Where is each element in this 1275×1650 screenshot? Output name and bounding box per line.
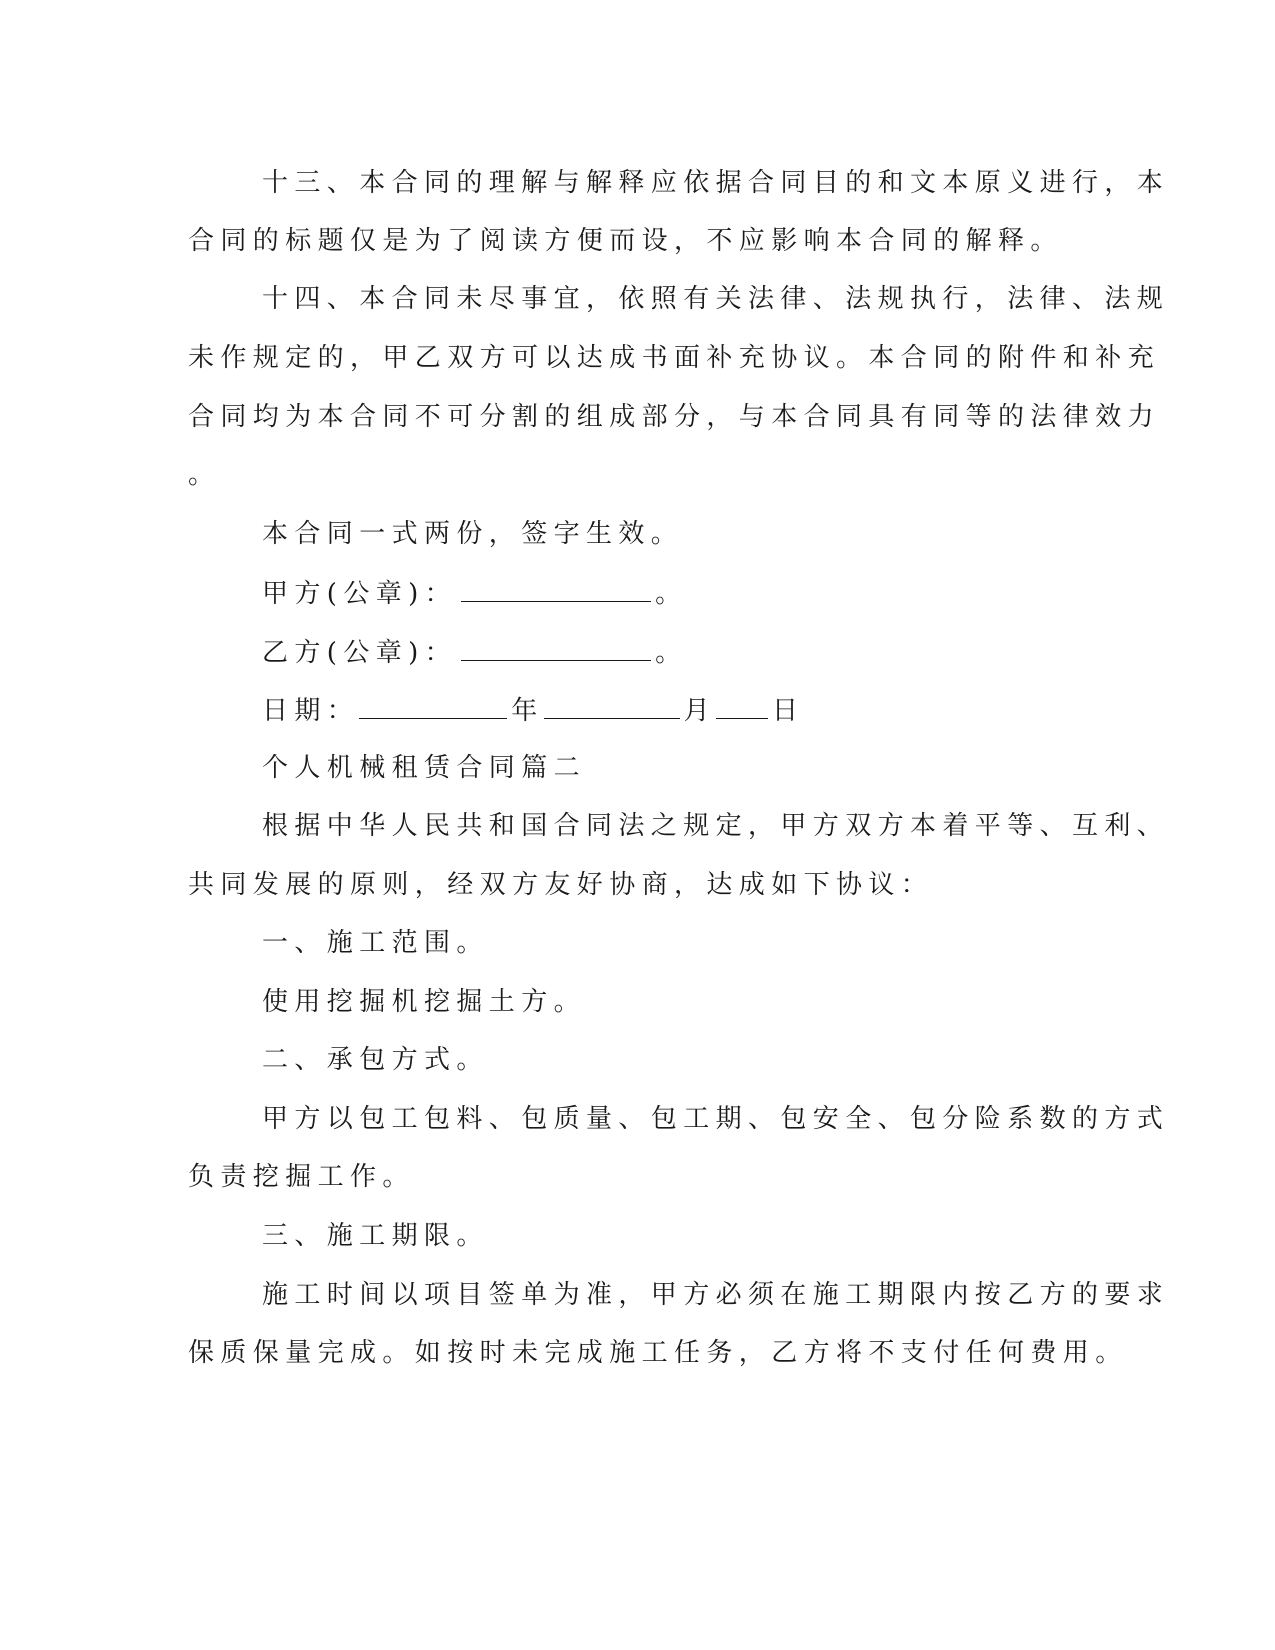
date-label: 日期： [262, 696, 360, 726]
date-day: 日 [772, 696, 805, 726]
party-a-label: 甲方(公章)： [262, 579, 458, 609]
party-a-blank [461, 575, 651, 602]
party-b-blank [461, 634, 651, 661]
party-a-signature-line [262, 575, 688, 611]
date-month-blank [544, 692, 680, 719]
clause-14-line-2: 未作规定的，甲乙双方可以达成书面补充协议。本合同的附件和补充 [188, 343, 1161, 373]
intro-line-2: 共同发展的原则，经双方友好协商，达成如下协议： [188, 870, 934, 900]
copies-statement: 本合同一式两份，签字生效。 [262, 519, 684, 549]
section-title: 个人机械租赁合同篇二 [262, 753, 587, 783]
clause-14-line-4: 。 [188, 460, 221, 490]
party-b-end: 。 [655, 638, 688, 668]
intro-line-1: 根据中华人民共和国合同法之规定，甲方双方本着平等、互利、 [262, 811, 1170, 841]
clause-14-line-3: 合同均为本合同不可分割的组成部分，与本合同具有同等的法律效力 [188, 402, 1161, 432]
item-2-body-line-1: 甲方以包工包料、包质量、包工期、包安全、包分险系数的方式 [262, 1104, 1170, 1134]
item-2-title: 二、承包方式。 [262, 1045, 489, 1075]
item-3-body-line-2: 保质保量完成。如按时未完成施工任务，乙方将不支付任何费用。 [188, 1338, 1128, 1368]
item-3-body-line-1: 施工时间以项目签单为准，甲方必须在施工期限内按乙方的要求 [262, 1280, 1170, 1310]
clause-13-line-2: 合同的标题仅是为了阅读方便而设，不应影响本合同的解释。 [188, 226, 1063, 256]
item-3-title: 三、施工期限。 [262, 1221, 489, 1251]
item-1-title: 一、施工范围。 [262, 928, 489, 958]
item-2-body-line-2: 负责挖掘工作。 [188, 1162, 415, 1192]
party-b-signature-line [262, 634, 688, 670]
party-b-label: 乙方(公章)： [262, 638, 458, 668]
item-1-body: 使用挖掘机挖掘土方。 [262, 987, 587, 1017]
clause-14-line-1: 十四、本合同未尽事宜，依照有关法律、法规执行，法律、法规 [262, 284, 1170, 314]
date-line [262, 692, 804, 728]
date-year-blank [359, 692, 507, 719]
date-year: 年 [511, 696, 544, 726]
clause-13-line-1: 十三、本合同的理解与解释应依据合同目的和文本原义进行，本 [262, 168, 1170, 198]
date-day-blank [716, 692, 768, 719]
party-a-end: 。 [655, 579, 688, 609]
date-month: 月 [683, 696, 717, 726]
